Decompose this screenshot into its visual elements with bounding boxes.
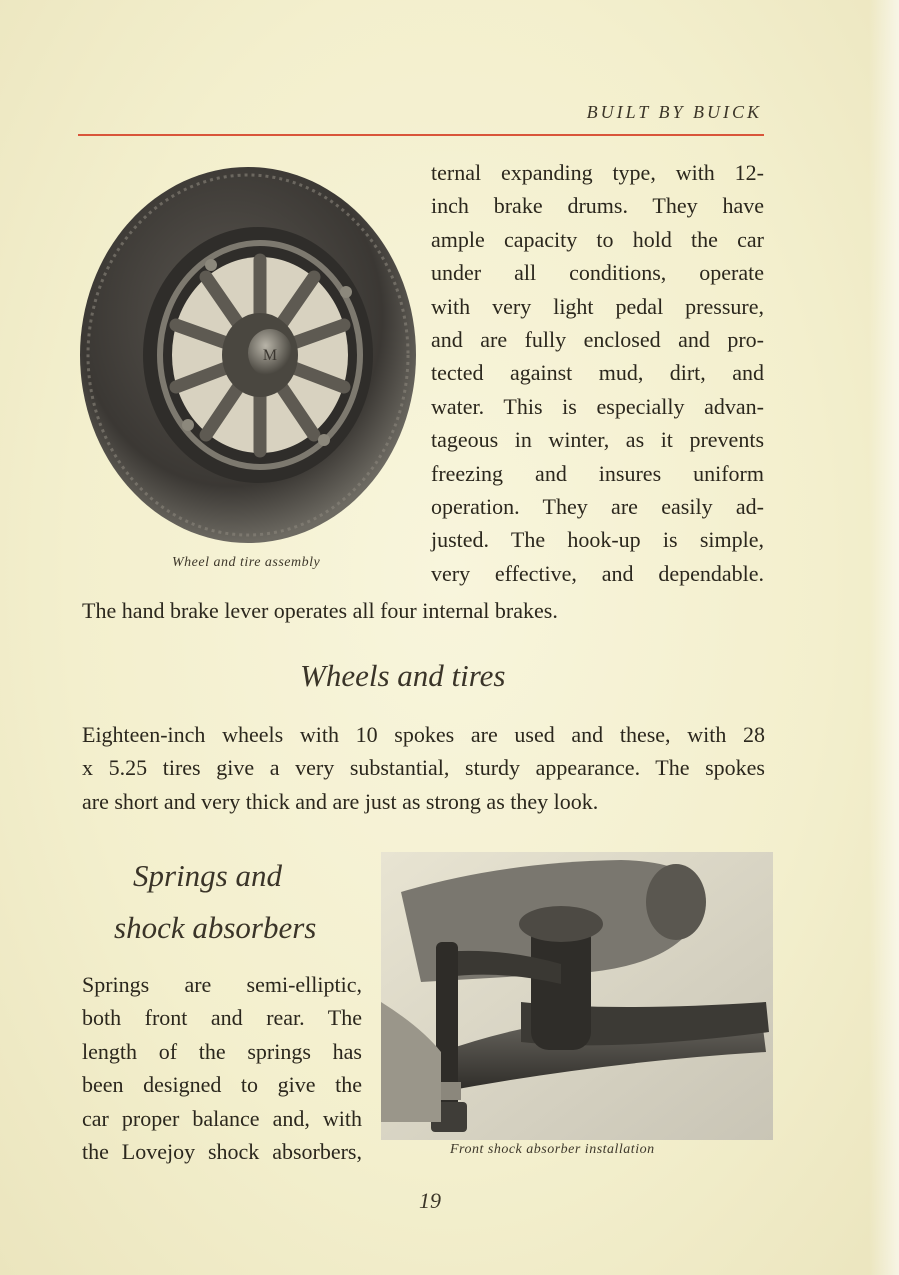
text-line: with very light pedal pressure,	[431, 293, 764, 319]
text-line: The hand brake lever operates all four internal brakes.	[82, 598, 558, 623]
text-line: Eighteen-inch wheels with 10 spokes are used and these, with 28	[82, 722, 765, 747]
running-head: BUILT BY BUICK	[586, 102, 762, 122]
header-rule	[78, 134, 764, 136]
text-line: length of the springs has	[82, 1038, 362, 1064]
shock-absorber-illustration	[381, 852, 773, 1140]
text-line: operation. They are easily ad-	[431, 494, 764, 520]
section-heading-wheels: Wheels and tires	[300, 658, 506, 693]
text-line: water. This is especially advan-	[431, 393, 764, 419]
text-line: x 5.25 tires give a very substantial, sturdy appearance. The spokes	[82, 755, 765, 781]
text-line: the Lovejoy shock absorbers,	[82, 1139, 362, 1165]
shock-absorber-caption: Front shock absorber installation	[450, 1142, 655, 1157]
text-line: and are fully enclosed and pro-	[431, 327, 764, 353]
section-heading-springs-line2: shock absorbers	[114, 910, 317, 945]
text-line: both front and rear. The	[82, 1005, 362, 1031]
text-line: inch brake drums. They have	[431, 193, 764, 219]
svg-text:M: M	[262, 347, 278, 364]
wheels-paragraph	[82, 718, 765, 818]
text-line: under all conditions, operate	[431, 260, 764, 286]
text-line: very effective, and dependable.	[431, 560, 764, 586]
text-line: freezing and insures uniform	[431, 460, 764, 486]
text-line: ternal expanding type, with 12-	[431, 160, 764, 185]
wheel-and-tire-illustration	[78, 165, 418, 550]
text-line: Springs are semi-elliptic,	[82, 972, 362, 997]
text-line: been designed to give the	[82, 1072, 362, 1098]
brake-description	[431, 156, 764, 590]
text-line: ample capacity to hold the car	[431, 226, 764, 252]
text-line: car proper balance and, with	[82, 1105, 362, 1131]
section-heading-springs-line1: Springs and	[133, 858, 282, 893]
text-line: tected against mud, dirt, and	[431, 360, 764, 386]
text-line: justed. The hook-up is simple,	[431, 527, 764, 553]
hand-brake-line	[82, 594, 772, 627]
page-number: 19	[419, 1188, 441, 1213]
springs-paragraph	[82, 968, 362, 1168]
text-line: are short and very thick and are just as strong as they look.	[82, 788, 599, 814]
wheel-caption: Wheel and tire assembly	[172, 555, 321, 570]
page-edge	[869, 0, 899, 1275]
text-line: tageous in winter, as it prevents	[431, 427, 764, 453]
